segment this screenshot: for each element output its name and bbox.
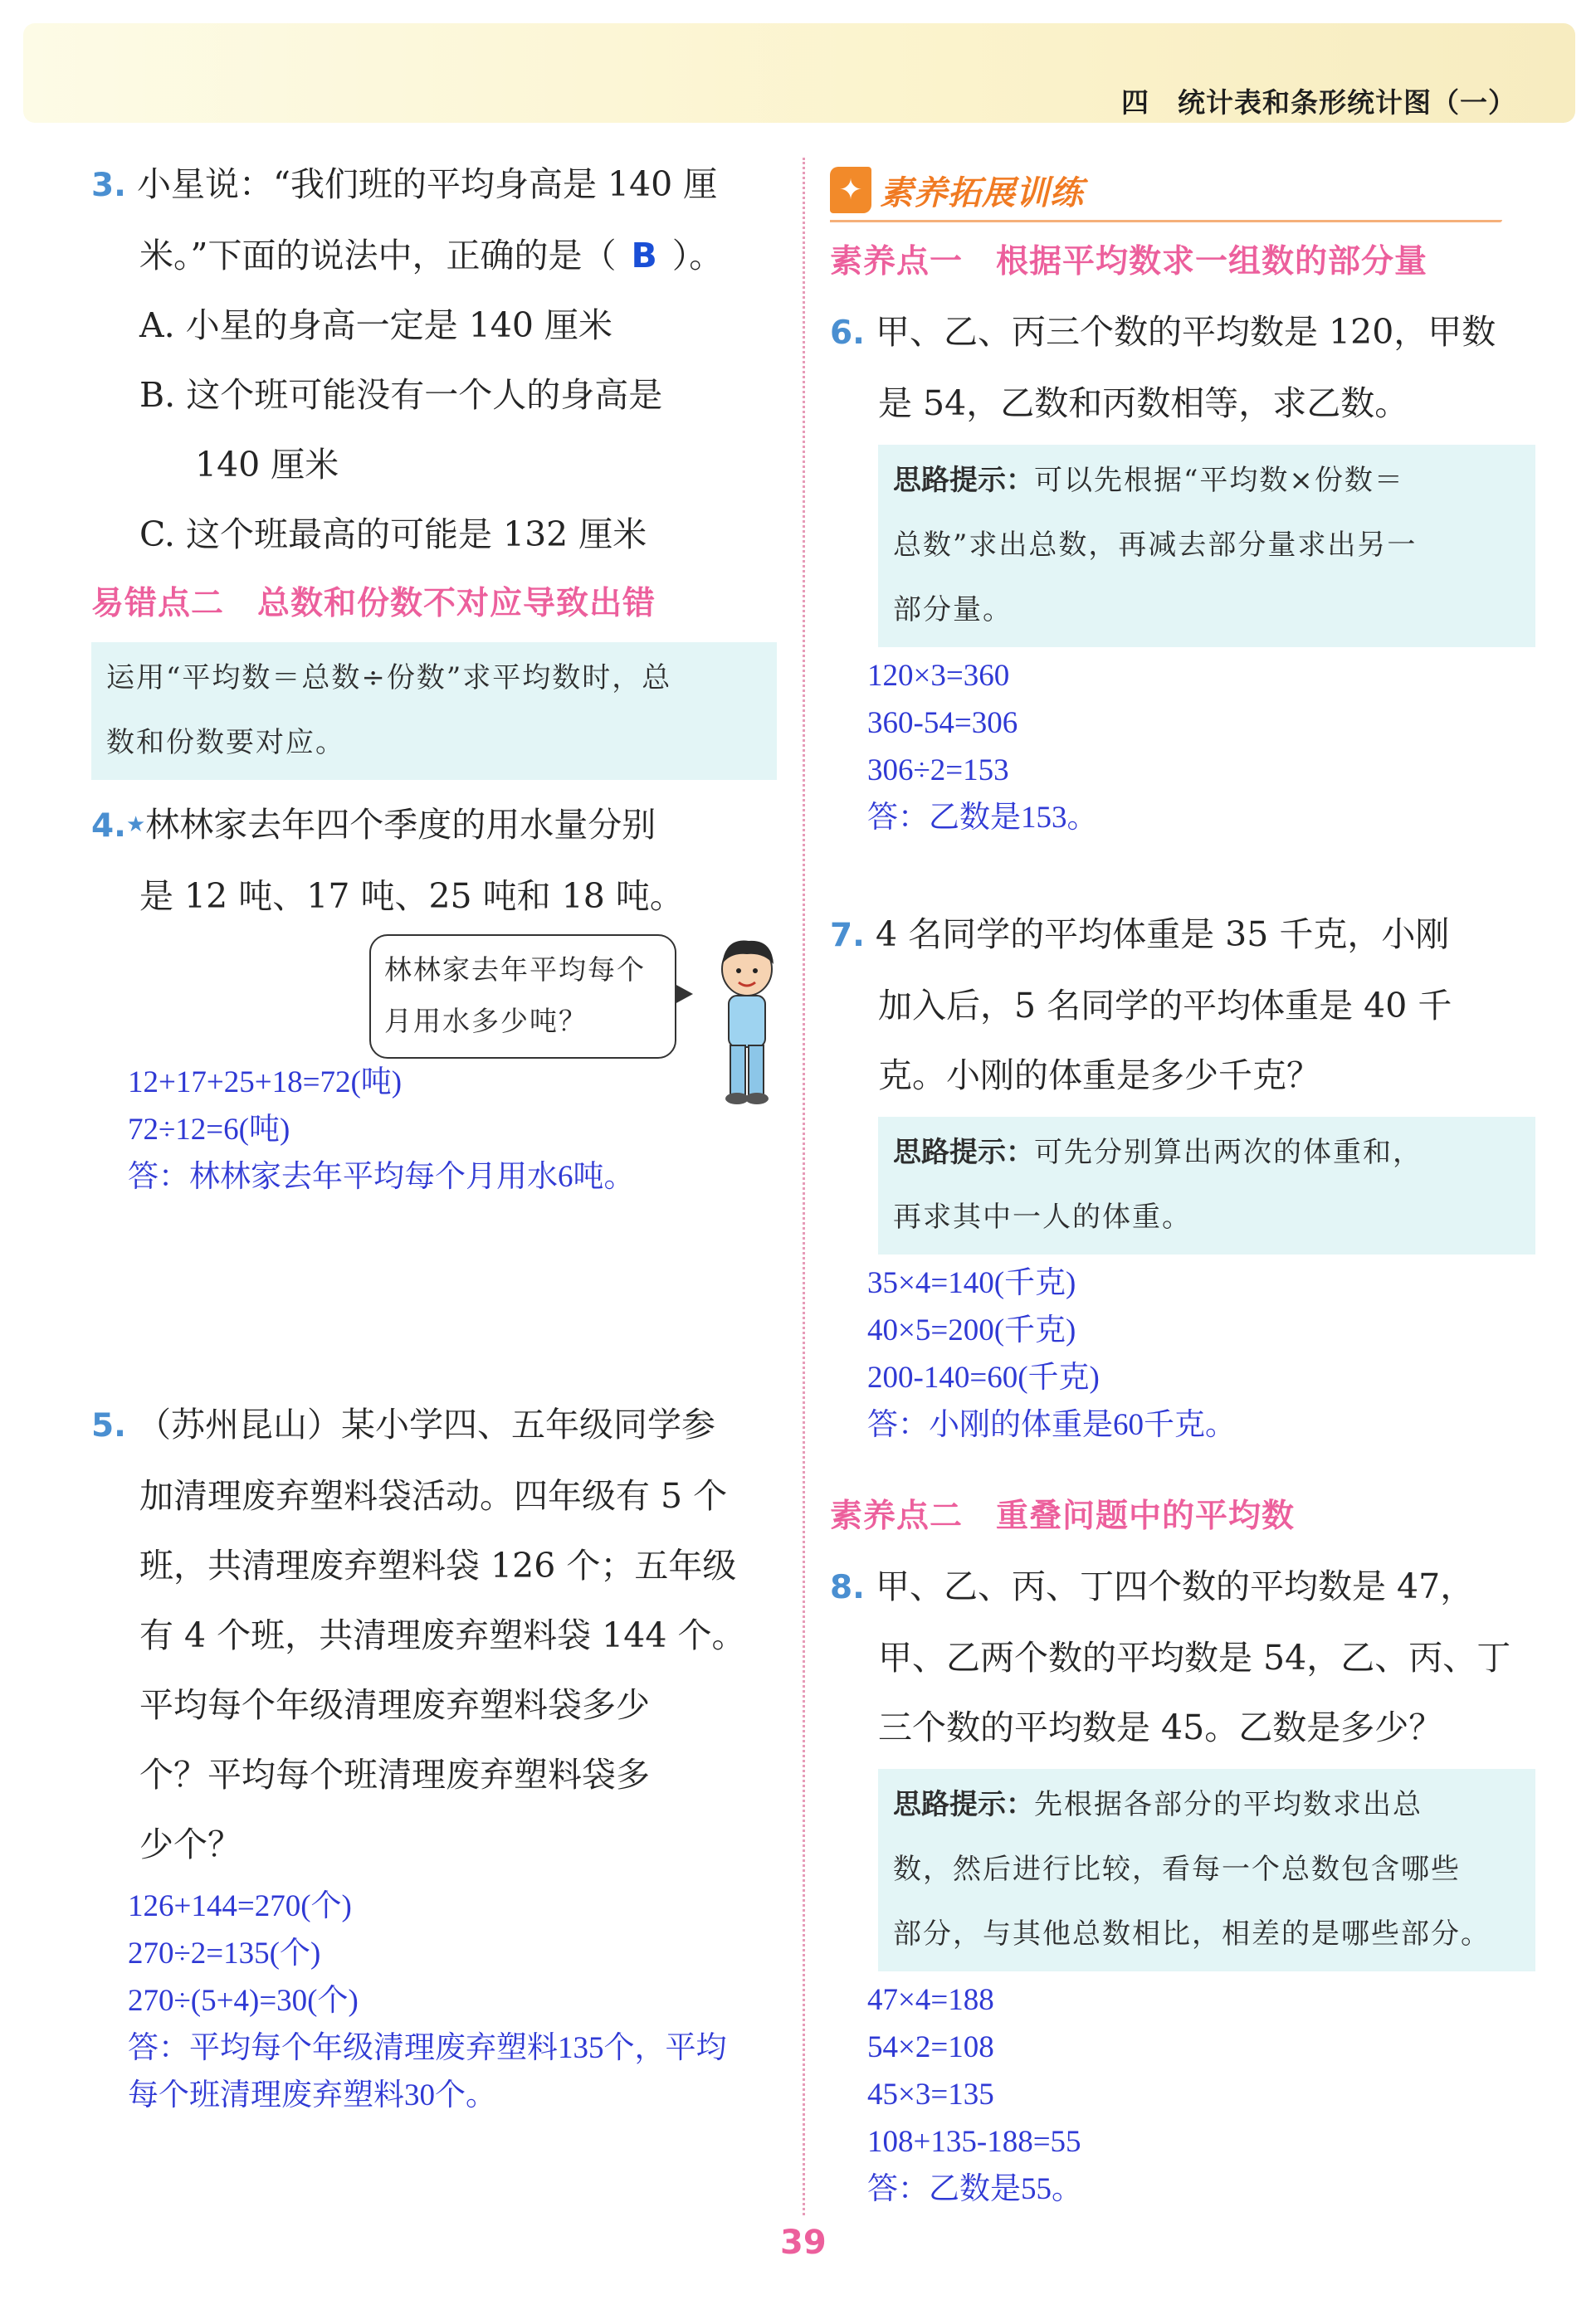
work-line: 270÷2=135(个): [128, 1937, 321, 1971]
work-line: 120×3=360: [867, 659, 1010, 693]
work-line: 270÷(5+4)=30(个): [128, 1984, 359, 2018]
question-text: 小星说：“我们班的平均身高是 140 厘: [137, 164, 718, 204]
work-line: 200-140=60(千克): [867, 1361, 1100, 1395]
work-line: 72÷12=6(吨): [128, 1113, 290, 1147]
work-line: 126+144=270(个): [128, 1889, 352, 1923]
question-number: 6.: [830, 314, 865, 352]
handwritten-work: [128, 1883, 780, 2119]
option-a: A. 小星的身高一定是 140 厘米: [139, 305, 612, 345]
question-number: 4.: [91, 807, 126, 845]
question-5: [91, 1390, 780, 2119]
answer-choice: B: [631, 236, 657, 275]
question-text: 是 12 吨、17 吨、25 吨和 18 吨。: [139, 876, 684, 916]
badge-icon: ✦: [830, 167, 871, 213]
speech-bubble: [369, 934, 676, 1059]
question-text: 克。小刚的体重是多少千克？: [878, 1055, 1320, 1095]
illustration: [91, 934, 780, 1067]
section-badge: [830, 164, 1519, 216]
question-text: 甲、乙两个数的平均数是 54，乙、丙、丁: [878, 1638, 1511, 1678]
hint-text: 总数”求出总数，再减去部分量求出另一: [893, 529, 1418, 562]
work-line: 答：小刚的体重是60千克。: [867, 1408, 1236, 1442]
work-line: 答：平均每个年级清理废弃塑料135个，平均: [128, 2031, 727, 2065]
question-text: ）。: [671, 236, 724, 275]
question-number: 7.: [830, 917, 865, 954]
work-line: 360-54=306: [867, 706, 1018, 740]
question-text: 班，共清理废弃塑料袋 126 个；五年级: [139, 1546, 737, 1586]
work-line: 答：林林家去年平均每个月用水6吨。: [128, 1160, 635, 1194]
question-text: （苏州昆山）某小学四、五年级同学参: [137, 1405, 715, 1445]
hint-text: 先根据各部分的平均数求出总: [1034, 1788, 1423, 1821]
boy-character-icon: [705, 934, 788, 1108]
bubble-text: 林林家去年平均每个: [384, 953, 646, 986]
hint-text: 数，然后进行比较，看每一个总数包含哪些: [893, 1853, 1461, 1886]
question-text: 4 名同学的平均体重是 35 千克，小刚: [876, 914, 1450, 954]
hint-label: 思路提示：: [893, 1788, 1034, 1821]
hint-box: [878, 1117, 1535, 1255]
hint-text: 可以先根据“平均数×份数＝: [1034, 464, 1404, 497]
question-number: 3.: [91, 167, 126, 204]
work-line: 306÷2=153: [867, 753, 1009, 787]
question-text: 林林家去年四个季度的用水量分别: [145, 805, 656, 845]
section-heading: 易错点二 总数和份数不对应导致出错: [91, 585, 656, 622]
handwritten-work: [867, 652, 1519, 841]
option-c: C. 这个班最高的可能是 132 厘米: [139, 514, 647, 554]
question-text: 甲、乙、丙三个数的平均数是 120，甲数: [876, 312, 1496, 352]
work-line: 35×4=140(千克): [867, 1266, 1076, 1300]
work-line: 40×5=200(千克): [867, 1313, 1076, 1347]
question-number: 5.: [91, 1407, 126, 1445]
right-column: [830, 149, 1519, 2213]
page-number: 39: [780, 2224, 827, 2262]
work-line: 12+17+25+18=72(吨): [128, 1065, 403, 1099]
hint-box: [878, 1769, 1535, 1971]
question-text: 三个数的平均数是 45。乙数是多少？: [878, 1708, 1443, 1747]
question-4: [91, 790, 780, 1201]
handwritten-work: [128, 1059, 780, 1201]
left-column: [91, 149, 780, 2119]
question-text: 加入后，5 名同学的平均体重是 40 千: [878, 986, 1452, 1026]
question-8: [830, 1552, 1519, 2213]
tip-line: 数和份数要对应。: [106, 726, 345, 759]
question-7: [830, 899, 1519, 1449]
handwritten-work: [867, 1976, 1519, 2213]
work-line: 47×4=188: [867, 1983, 994, 2017]
work-line: 答：乙数是153。: [867, 801, 1098, 835]
bubble-text: 月用水多少吨？: [384, 1005, 588, 1037]
work-line: 108+135-188=55: [867, 2125, 1081, 2159]
hint-box: [878, 445, 1535, 647]
option-b-cont: 140 厘米: [195, 445, 339, 485]
question-6: [830, 297, 1519, 841]
handwritten-work: [867, 1259, 1519, 1449]
column-divider: [803, 158, 805, 2215]
tip-box: [91, 642, 777, 780]
question-text: 少个？: [139, 1825, 242, 1864]
work-line: 45×3=135: [867, 2078, 994, 2112]
hint-text: 部分量。: [893, 593, 1013, 626]
badge-underline: [830, 220, 1502, 222]
question-text: 是 54，乙数和丙数相等，求乙数。: [878, 383, 1409, 423]
question-3: [91, 149, 780, 569]
work-line: 54×2=108: [867, 2030, 994, 2064]
work-line: 每个班清理废弃塑料30个。: [128, 2078, 496, 2112]
option-b: B. 这个班可能没有一个人的身高是: [139, 375, 663, 415]
work-line: 答：乙数是55。: [867, 2172, 1082, 2206]
section-heading: 素养点二 重叠问题中的平均数: [830, 1498, 1296, 1535]
question-text: 加清理废弃塑料袋活动。四年级有 5 个: [139, 1476, 728, 1516]
hint-text: 再求其中一人的体重。: [893, 1201, 1192, 1234]
question-text: 有 4 个班，共清理废弃塑料袋 144 个。: [139, 1615, 746, 1655]
badge-label: 素养拓展训练: [880, 173, 1084, 212]
hint-text: 部分，与其他总数相比，相差的是哪些部分。: [893, 1917, 1491, 1951]
question-text: 米。”下面的说法中，正确的是（: [139, 236, 617, 275]
tip-line: 运用“平均数＝总数÷份数”求平均数时，总: [106, 661, 672, 694]
section-heading: 素养点一 根据平均数求一组数的部分量: [830, 243, 1428, 280]
question-number: 8.: [830, 1569, 865, 1606]
star-icon: ★: [125, 812, 146, 837]
question-text: 个？平均每个班清理废弃塑料袋多: [139, 1755, 650, 1795]
page-title: 四 统计表和条形统计图（一）: [1121, 86, 1516, 119]
question-text: 平均每个年级清理废弃塑料袋多少: [139, 1685, 650, 1725]
hint-label: 思路提示：: [893, 1136, 1034, 1169]
question-text: 甲、乙、丙、丁四个数的平均数是 47，: [876, 1566, 1475, 1606]
hint-label: 思路提示：: [893, 464, 1034, 497]
hint-text: 可先分别算出两次的体重和，: [1034, 1136, 1423, 1169]
